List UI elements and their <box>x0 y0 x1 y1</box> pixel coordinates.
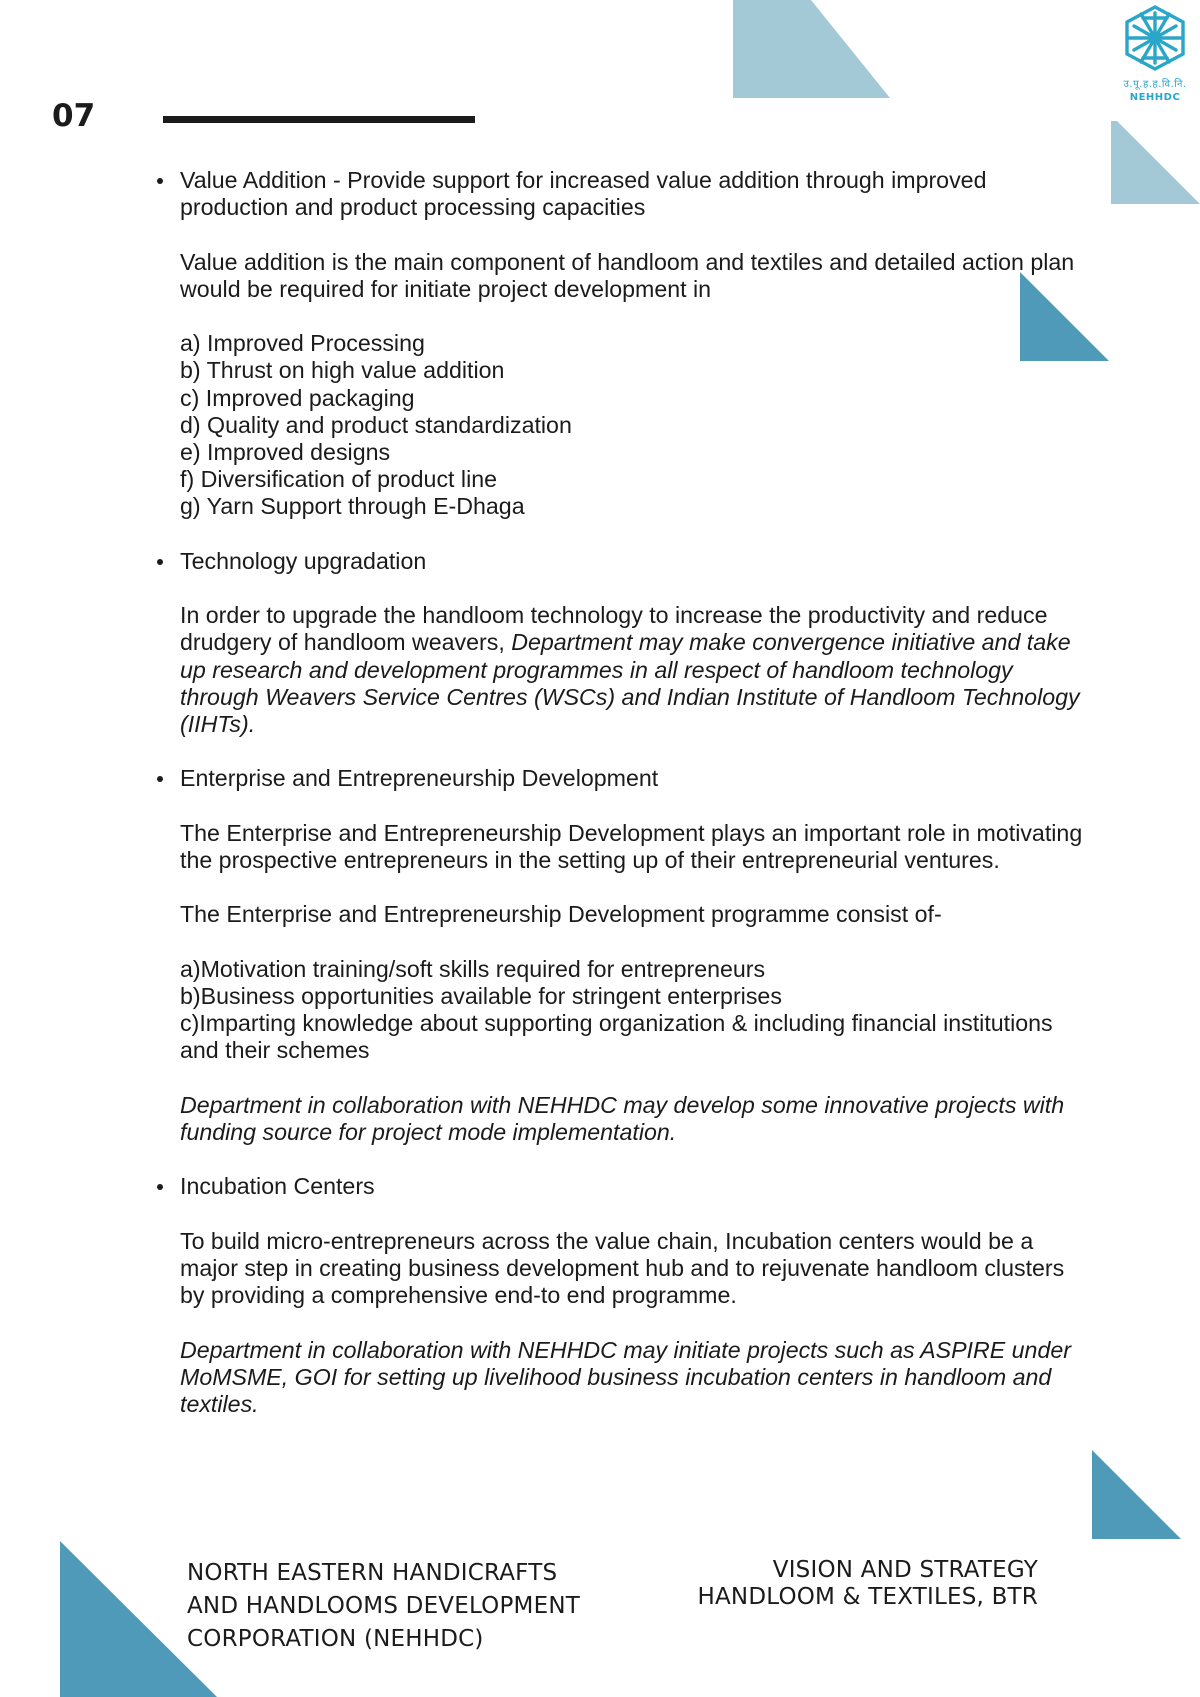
incubation-italic-note <box>180 1337 1085 1419</box>
list-item: b) Thrust on high value addition <box>180 357 505 384</box>
enterprise-italic-note <box>180 1092 1085 1146</box>
paragraph-enterprise-role: The Enterprise and Entrepreneurship Development plays an important role in motivating the prospective entrepreneurs in the setting up of their entrepreneurial ventures. <box>180 819 1083 873</box>
list-item: b)Business opportunities available for stringent enterprises <box>180 982 782 1009</box>
document-body <box>180 167 1085 1445</box>
list-item: a) Improved Processing <box>180 330 425 357</box>
right-lower-triangle-decoration <box>1092 1450 1181 1539</box>
bullet-enterprise-development: Enterprise and Entrepreneurship Development <box>180 765 1085 792</box>
list-item: d) Quality and product standardization <box>180 411 572 438</box>
technology-plain-text: In order to upgrade the handloom technology to increase the productivity and reduce drudgery of handloom weavers, <box>180 602 1048 656</box>
footer-organization-name <box>187 1557 647 1656</box>
list-item: f) Diversification of product line <box>180 466 498 493</box>
list-item: c) Improved packaging <box>180 384 415 411</box>
paragraph-enterprise-programme: The Enterprise and Entrepreneurship Development programme consist of- <box>180 901 942 928</box>
footer-left-line: AND HANDLOOMS DEVELOPMENT <box>187 1593 580 1619</box>
enterprise-italic-text: Department in collaboration with NEHHDC may develop some innovative projects with funding source for project mode implementation. <box>180 1091 1065 1145</box>
nehhdc-woven-logo-icon <box>1121 4 1189 72</box>
logo-latin-text: NEHHDC <box>1129 92 1181 103</box>
bullet-incubation-centers: Incubation Centers <box>180 1173 1085 1200</box>
list-item: c)Imparting knowledge about supporting organization & including financial institutions and their schemes <box>180 1010 1053 1064</box>
paragraph-value-addition: Value addition is the main component of handloom and textiles and detailed action plan would be required for initiate project development in <box>180 248 1075 302</box>
paragraph-technology-upgradation <box>180 602 1085 738</box>
footer-left-line: NORTH EASTERN HANDICRAFTS <box>187 1560 558 1586</box>
top-triangle-decoration <box>733 0 890 98</box>
footer-left-line: CORPORATION (NEHHDC) <box>187 1626 484 1652</box>
bullet-value-addition: Value Addition - Provide support for increased value addition through improved production and product processing capacities <box>180 167 1085 221</box>
list-item: g) Yarn Support through E-Dhaga <box>180 493 525 520</box>
logo-hindi-text: उ.पू.ह.ह.वि.नि. <box>1123 79 1187 90</box>
footer-right-line: HANDLOOM & TEXTILES, BTR <box>697 1584 1038 1610</box>
enterprise-list <box>180 956 1085 1065</box>
header-rule <box>163 116 475 123</box>
nehhdc-logo <box>1118 4 1192 103</box>
paragraph-incubation: To build micro-entrepreneurs across the value chain, Incubation centers would be a major step in creating business development hub and to rejuvenate handloom clusters by providing a comprehensive end-to end programme. <box>180 1227 1065 1309</box>
footer-right-line: VISION AND STRATEGY <box>772 1557 1038 1583</box>
right-upper-triangle-decoration <box>1111 121 1200 204</box>
incubation-italic-text: Department in collaboration with NEHHDC may initiate projects such as ASPIRE under MoMSME, GOI for setting up livelihood business incubation centers in handloom and textiles. <box>180 1336 1071 1417</box>
value-addition-list <box>180 330 1085 520</box>
list-item: a)Motivation training/soft skills required for entrepreneurs <box>180 955 766 982</box>
footer-document-title <box>618 1557 1038 1611</box>
list-item: e) Improved designs <box>180 439 391 465</box>
page-number: 07 <box>52 98 96 134</box>
technology-italic-text: Department may make convergence initiative and take up research and development programmes in all respect of handloom technology through Weavers Service Centres (WSCs) and Indian Institute of Handloom Technology (IIHTs). <box>180 629 1080 737</box>
bullet-technology-upgradation: Technology upgradation <box>180 548 1085 575</box>
